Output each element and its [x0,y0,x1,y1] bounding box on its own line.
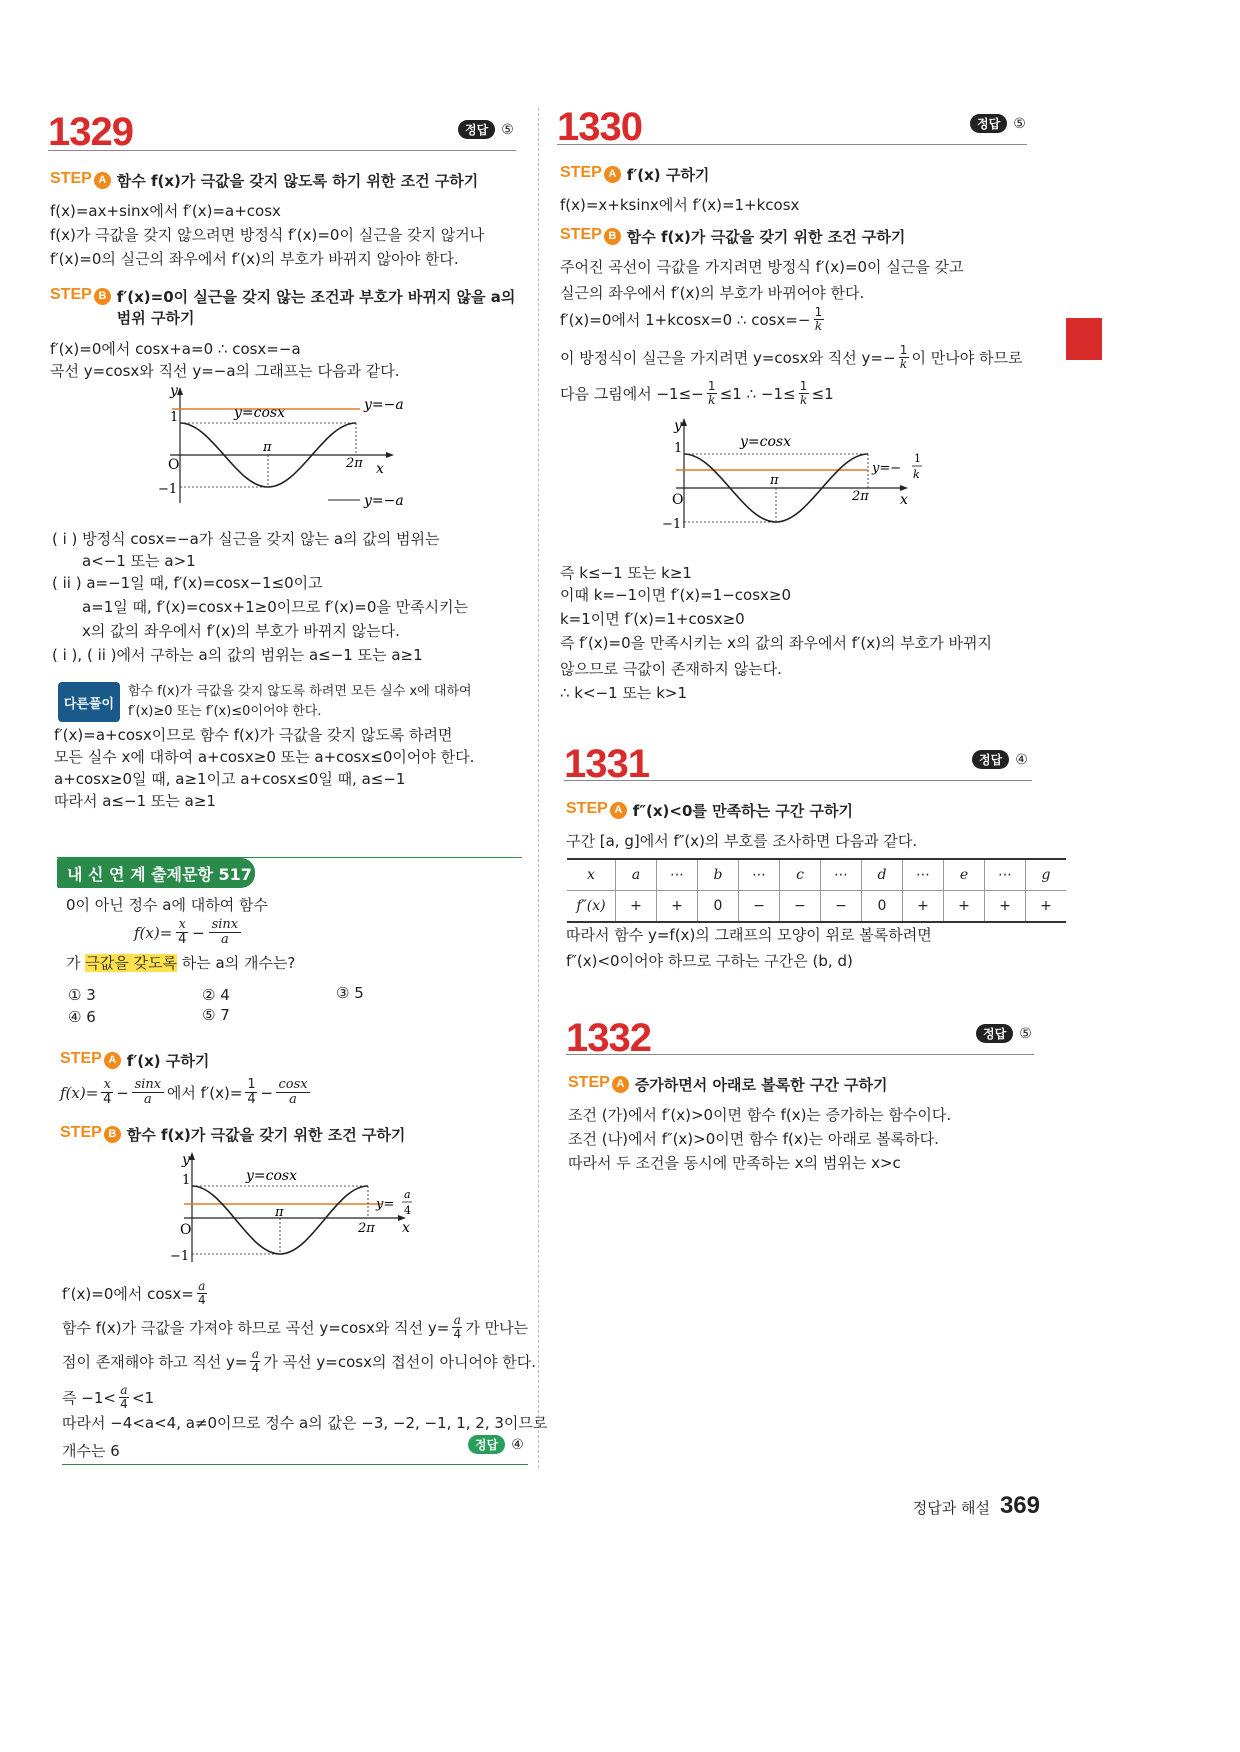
svg-text:y=cosx: y=cosx [740,434,791,450]
text-line: 즉 k≤−1 또는 k≥1 [560,564,692,582]
table-cell: + [616,891,657,923]
table-cell: ⋯ [657,859,698,891]
svg-text:O: O [180,1222,192,1238]
answer-value: ④ [1015,751,1028,768]
answer-badge: 정답 [458,120,495,139]
table-cell: + [985,891,1026,923]
svg-text:−1: −1 [662,517,682,532]
text-line: 따라서 두 조건을 동시에 만족하는 x의 범위는 x>c [568,1154,901,1172]
text-line: f(x)=ax+sinx에서 f′(x)=a+cosx [50,202,281,220]
text-line: 않으므로 극값이 존재하지 않는다. [560,660,782,678]
text-line: f′(x)=a+cosx이므로 함수 f(x)가 극값을 갖지 않도록 하려면 [54,726,453,744]
table-cell: ⋯ [739,859,780,891]
answer-value: ⑤ [1013,115,1026,132]
svg-text:y=cosx: y=cosx [246,1168,297,1184]
step-a-1329: STEP A 함수 f(x)가 극값을 갖지 않도록 하기 위한 조건 구하기 [50,170,479,190]
svg-text:x: x [900,492,908,508]
sign-table [567,858,1066,923]
svg-text:y: y [674,418,682,434]
answer-value: ⑤ [501,121,514,138]
step-b-1329: STEP B f′(x)=0이 실근을 갖지 않는 조건과 부호가 바뀌지 않을 a의 범위 구하기 [50,286,516,327]
page-footer [913,1492,1040,1520]
option-4: ④ 6 [68,1008,96,1026]
text-line: f(x)가 극값을 갖지 않으려면 방정식 f′(x)=0이 실근을 갖지 않거나 [50,226,485,244]
svg-text:1: 1 [914,452,921,465]
table-cell: d [862,859,903,891]
question-line: 가 극값을 갖도록 하는 a의 개수는? [66,954,296,972]
step-b-1330: STEP B 함수 f(x)가 극값을 갖기 위한 조건 구하기 [560,226,906,246]
svg-text:y=cosx: y=cosx [234,405,285,421]
table-cell: + [944,891,985,923]
cos-graph-517 [162,1150,432,1268]
text-line: f′(x)=0에서 cosx= a 4 [62,1279,206,1307]
answer-value: ⑤ [1019,1025,1032,1042]
cos-graph-1329 [150,385,420,510]
table-cell: ⋯ [985,859,1026,891]
text-line: 개수는 6 [62,1442,120,1460]
table-cell: e [944,859,985,891]
table-cell: x [567,859,616,891]
answer-badge: 정답 [972,750,1009,769]
svg-text:O: O [672,492,684,508]
step-a-1330: STEP A f′(x) 구하기 [560,164,710,184]
svg-text:x: x [376,461,384,477]
answer-1329 [458,120,514,139]
svg-text:a: a [404,1188,411,1201]
text-line: 모든 실수 x에 대하여 a+cosx≥0 또는 a+cosx≤0이어야 한다. [54,748,475,766]
text-line: f′(x)=0의 실근의 좌우에서 f′(x)의 부호가 바뀌지 않아야 한다. [50,250,459,268]
answer-517 [468,1435,524,1454]
step-title: f″(x)<0를 만족하는 구간 구하기 [632,802,853,820]
step-title-cont: 범위 구하기 [116,309,195,327]
problem-number-1332: 1332 [566,1016,651,1060]
cos-graph-1330 [654,416,934,534]
table-cell: b [698,859,739,891]
table-cell: + [657,891,698,923]
answer-badge: 정답 [468,1435,505,1454]
formula: f(x)= x 4 − sinx a 에서 f′(x)= 1 4 − cosx a [60,1078,310,1107]
header-rule [48,150,516,151]
step-title: f′(x)=0이 실근을 갖지 않는 조건과 부호가 바뀌지 않을 a의 [116,288,516,306]
text-line: x의 값의 좌우에서 f′(x)의 부호가 바뀌지 않는다. [82,622,400,640]
text-line: f′(x)=0에서 cosx+a=0 ∴ cosx=−a [50,340,301,358]
step-a-517: STEP A f′(x) 구하기 [60,1050,210,1070]
option-3: ③ 5 [336,984,364,1002]
step-title: 함수 f(x)가 극값을 갖지 않도록 하기 위한 조건 구하기 [116,172,479,190]
answer-value: ④ [511,1436,524,1453]
text-line: 조건 (가)에서 f′(x)>0이면 함수 f(x)는 증가하는 함수이다. [568,1106,952,1124]
svg-text:y=−: y=− [872,461,902,476]
svg-text:x: x [402,1220,410,1236]
table-cell: 0 [698,891,739,923]
answer-1331 [972,750,1028,769]
text-line: 0이 아닌 정수 a에 대하여 함수 [66,896,268,914]
option-1: ① 3 [68,986,96,1004]
alt-solution-badge: 다른풀이 [58,682,120,722]
text-line: 즉 −1< a 4 <1 [62,1383,155,1411]
step-title: f′(x) 구하기 [626,166,710,184]
table-cell: ⋯ [903,859,944,891]
text-line: 구간 [a, g]에서 f″(x)의 부호를 조사하면 다음과 같다. [566,832,918,850]
step-title: 함수 f(x)가 극값을 갖기 위한 조건 구하기 [126,1126,406,1144]
answer-badge: 정답 [976,1024,1013,1043]
text-line: 함수 f(x)가 극값을 갖지 않도록 하려면 모든 실수 x에 대하여 [128,684,472,699]
header-rule [566,1054,1034,1055]
page-number: 369 [999,1492,1040,1519]
svg-text:−1: −1 [158,482,178,497]
svg-text:y: y [170,385,178,399]
text-line: 함수 f(x)가 극값을 가져야 하므로 곡선 y=cosx와 직선 y= a 4 가 만나는 [62,1313,529,1341]
chapter-tab [1066,318,1102,360]
svg-text:y=−a: y=−a [364,397,404,413]
table-cell: a [616,859,657,891]
text-line: 실근의 좌우에서 f′(x)의 부호가 바뀌어야 한다. [560,284,865,302]
table-cell: c [780,859,821,891]
svg-text:2π: 2π [346,456,363,471]
table-cell: 0 [862,891,903,923]
table-header-row [567,859,1066,891]
text-line: ( i ) 방정식 cosx=−a가 실근을 갖지 않는 a의 값의 범위는 [52,530,440,548]
text-line: f′(x)≥0 또는 f′(x)≤0이어야 한다. [128,704,322,719]
table-cell: g [1026,859,1067,891]
svg-text:y: y [182,1152,190,1168]
header-rule [557,144,1027,145]
svg-text:k: k [913,468,920,481]
problem-number-1330: 1330 [557,105,642,149]
text-line: ( i ), ( ii )에서 구하는 a의 값의 범위는 a≤−1 또는 a≥1 [52,646,423,664]
step-a-1332: STEP A 증가하면서 아래로 볼록한 구간 구하기 [568,1074,888,1094]
step-title: 함수 f(x)가 극값을 갖기 위한 조건 구하기 [626,228,906,246]
svg-text:O: O [168,457,180,473]
text-line: a=1일 때, f′(x)=cosx+1≥0이므로 f′(x)=0을 만족시키는 [82,598,469,616]
table-cell: − [821,891,862,923]
problem-number-1329: 1329 [48,110,133,154]
step-title: 증가하면서 아래로 볼록한 구간 구하기 [634,1076,888,1094]
text-line: 따라서 a≤−1 또는 a≥1 [54,792,216,810]
highlight: 극값을 갖도록 [85,954,177,972]
answer-badge: 정답 [970,114,1007,133]
problem-number-1331: 1331 [564,742,649,786]
text-line: f″(x)<0이어야 하므로 구하는 구간은 (b, d) [566,952,853,970]
text-line: ∴ k<−1 또는 k>1 [560,684,687,702]
answer-1332 [976,1024,1032,1043]
step-title: f′(x) 구하기 [126,1052,210,1070]
svg-text:1: 1 [674,441,683,456]
text-line: 곡선 y=cosx와 직선 y=−a의 그래프는 다음과 같다. [50,362,400,380]
text-line: f′(x)=0에서 1+kcosx=0 ∴ cosx=− 1 k [560,305,823,333]
option-2: ② 4 [202,986,230,1004]
footer-label: 정답과 해설 [912,1499,990,1517]
formula: f(x)= x 4 − sinx a [134,918,241,947]
text-line: 점이 존재해야 하고 직선 y= a 4 가 곡선 y=cosx의 접선이 아니어야 한다. [62,1347,536,1375]
section-end-rule [62,1464,528,1465]
svg-text:y=−a: y=−a [364,493,404,509]
table-cell: + [903,891,944,923]
table-cell: ⋯ [821,859,862,891]
column-separator [538,108,539,1468]
text-line: f(x)=x+ksinx에서 f′(x)=1+kcosx [560,196,800,214]
step-a-1331: STEP A f″(x)<0를 만족하는 구간 구하기 [566,800,853,820]
text-line: 다음 그림에서 −1≤− 1 k ≤1 ∴ −1≤ 1 k ≤1 [560,379,834,407]
table-cell: + [1026,891,1067,923]
table-cell: − [739,891,780,923]
text-line: 따라서 −4<a<4, a≠0이므로 정수 a의 값은 −3, −2, −1, 1, 2, 3이므로 [62,1414,548,1432]
text-line: ( ii ) a=−1일 때, f′(x)=cosx−1≤0이고 [52,574,323,592]
text-line: 이때 k=−1이면 f′(x)=1−cosx≥0 [560,586,792,604]
text-line: 따라서 함수 y=f(x)의 그래프의 모양이 위로 볼록하려면 [566,926,932,944]
text-line: k=1이면 f′(x)=1+cosx≥0 [560,610,745,628]
svg-text:4: 4 [404,1204,411,1217]
svg-text:1: 1 [170,410,179,425]
text-line: a+cosx≥0일 때, a≥1이고 a+cosx≤0일 때, a≤−1 [54,770,406,788]
table-cell: − [780,891,821,923]
text-line: a<−1 또는 a>1 [82,552,196,570]
svg-text:π: π [263,440,272,455]
svg-text:y=: y= [376,1197,395,1212]
table-row [567,891,1066,923]
svg-text:1: 1 [182,1173,191,1188]
table-cell: f″(x) [567,891,616,923]
answer-1330 [970,114,1026,133]
svg-text:π: π [275,1205,284,1220]
svg-text:−1: −1 [170,1249,190,1264]
text-line: 주어진 곡선이 극값을 가지려면 방정식 f′(x)=0이 실근을 갖고 [560,258,964,276]
text-line: 이 방정식이 실근을 가지려면 y=cosx와 직선 y=− 1 k 이 만나야 하므로 [560,343,1023,371]
text-line: 조건 (나)에서 f″(x)>0이면 함수 f(x)는 아래로 볼록하다. [568,1130,939,1148]
step-b-517: STEP B 함수 f(x)가 극값을 갖기 위한 조건 구하기 [60,1124,406,1144]
option-5: ⑤ 7 [202,1006,230,1024]
header-rule [564,780,1032,781]
svg-text:π: π [770,473,779,488]
text-line: 즉 f′(x)=0을 만족시키는 x의 값의 좌우에서 f′(x)의 부호가 바뀌지 [560,634,992,652]
svg-text:2π: 2π [852,489,869,504]
related-problem-banner: 내 신 연 계 출제문항 517 [57,858,255,888]
svg-text:2π: 2π [358,1221,375,1236]
